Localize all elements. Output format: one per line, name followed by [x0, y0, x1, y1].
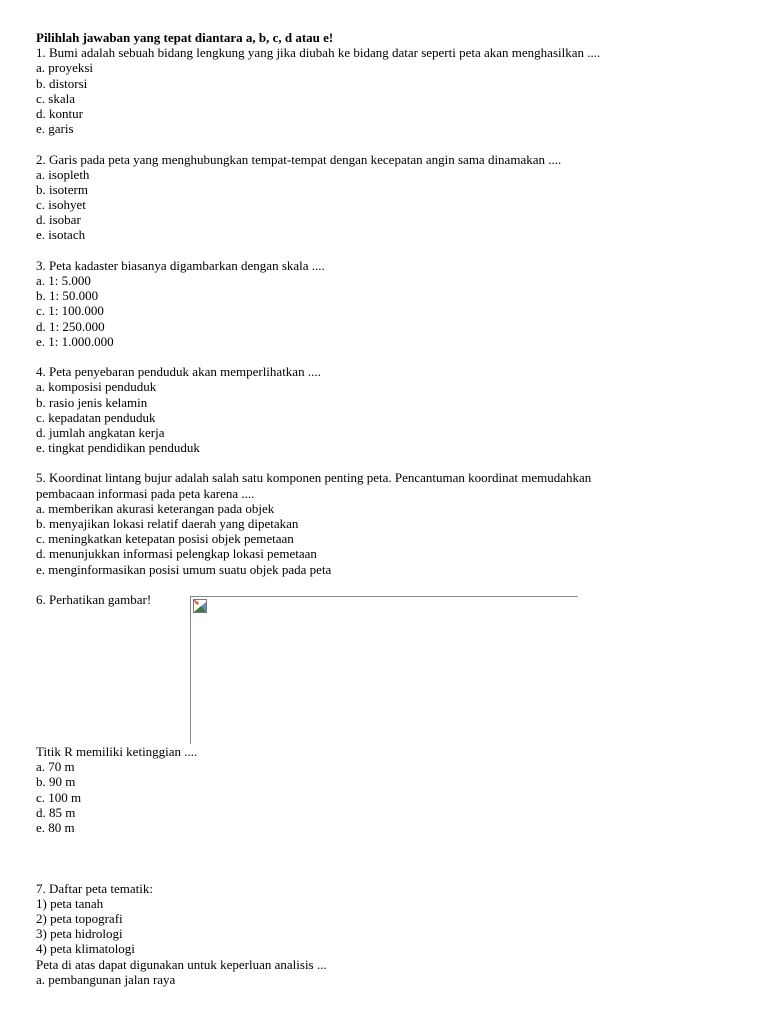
contour-map-image — [190, 596, 578, 744]
question-text: Titik R memiliki ketinggian .... — [36, 743, 198, 759]
question-2 — [36, 152, 736, 243]
option-e: e. 80 m — [36, 819, 75, 835]
question-text: 5. Koordinat lintang bujur adalah salah satu komponen penting peta. Pencantuman koordinat memudahkan — [36, 470, 592, 486]
list-item: 4) peta klimatologi — [36, 941, 135, 957]
question-7 — [36, 881, 736, 987]
option-e: e. tingkat pendidikan penduduk — [36, 440, 200, 456]
question-5 — [36, 470, 736, 576]
instruction: Pilihlah jawaban yang tepat diantara a, b, c, d atau e! — [36, 30, 334, 45]
option-b: b. 1: 50.000 — [36, 288, 99, 304]
question-text: 7. Daftar peta tematik: — [36, 880, 153, 896]
option-b: b. menyajikan lokasi relatif daerah yang dipetakan — [36, 516, 299, 531]
option-c: c. 1: 100.000 — [36, 303, 104, 319]
option-e: e. 1: 1.000.000 — [36, 333, 114, 349]
option-b: b. rasio jenis kelamin — [36, 394, 148, 410]
option-b: b. 90 m — [36, 774, 76, 790]
worksheet — [36, 30, 736, 987]
option-b: b. isoterm — [36, 181, 88, 197]
option-a: a. 1: 5.000 — [36, 273, 91, 288]
list-item: 1) peta tanah — [36, 895, 104, 911]
option-d: d. 1: 250.000 — [36, 318, 105, 334]
broken-image-icon — [193, 599, 207, 613]
option-a: a. pembangunan jalan raya — [36, 971, 176, 987]
option-c: c. skala — [36, 90, 75, 106]
option-d: d. isobar — [36, 212, 81, 228]
question-text: 1. Bumi adalah sebuah bidang lengkung yang jika diubah ke bidang datar seperti peta akan menghasilkan .... — [36, 45, 601, 61]
question-1 — [36, 45, 736, 136]
option-e: e. menginformasikan posisi umum suatu objek pada peta — [36, 561, 332, 577]
question-text: 3. Peta kadaster biasanya digambarkan dengan skala .... — [36, 257, 325, 273]
option-c: c. 100 m — [36, 789, 82, 805]
question-6 — [36, 592, 736, 835]
option-e: e. isotach — [36, 227, 86, 243]
list-item: 3) peta hidrologi — [36, 926, 123, 942]
question-title: 6. Perhatikan gambar! — [36, 591, 152, 607]
question-text: 4. Peta penyebaran penduduk akan memperlihatkan .... — [36, 364, 321, 380]
question-text-cont: pembacaan informasi pada peta karena .... — [36, 485, 255, 501]
option-a: a. isopleth — [36, 166, 90, 182]
list-item: 2) peta topografi — [36, 911, 123, 927]
option-d: d. 85 m — [36, 804, 76, 820]
option-e: e. garis — [36, 121, 74, 137]
option-d: d. kontur — [36, 105, 83, 121]
option-a: a. komposisi penduduk — [36, 379, 157, 395]
option-a: a. memberikan akurasi keterangan pada objek — [36, 500, 275, 516]
question-text: 2. Garis pada peta yang menghubungkan tempat-tempat dengan kecepatan angin sama dinamakan .... — [36, 151, 562, 167]
option-c: c. meningkatkan ketepatan posisi objek pemetaan — [36, 531, 294, 547]
option-c: c. isohyet — [36, 197, 86, 213]
option-d: d. jumlah angkatan kerja — [36, 424, 165, 440]
question-4 — [36, 364, 736, 455]
option-a: a. 70 m — [36, 759, 75, 775]
option-d: d. menunjukkan informasi pelengkap lokasi pemetaan — [36, 546, 317, 562]
option-c: c. kepadatan penduduk — [36, 409, 156, 425]
option-a: a. proyeksi — [36, 60, 94, 76]
option-b: b. distorsi — [36, 75, 88, 91]
question-3 — [36, 258, 736, 349]
question-text-cont: Peta di atas dapat digunakan untuk keperluan analisis ... — [36, 956, 327, 972]
